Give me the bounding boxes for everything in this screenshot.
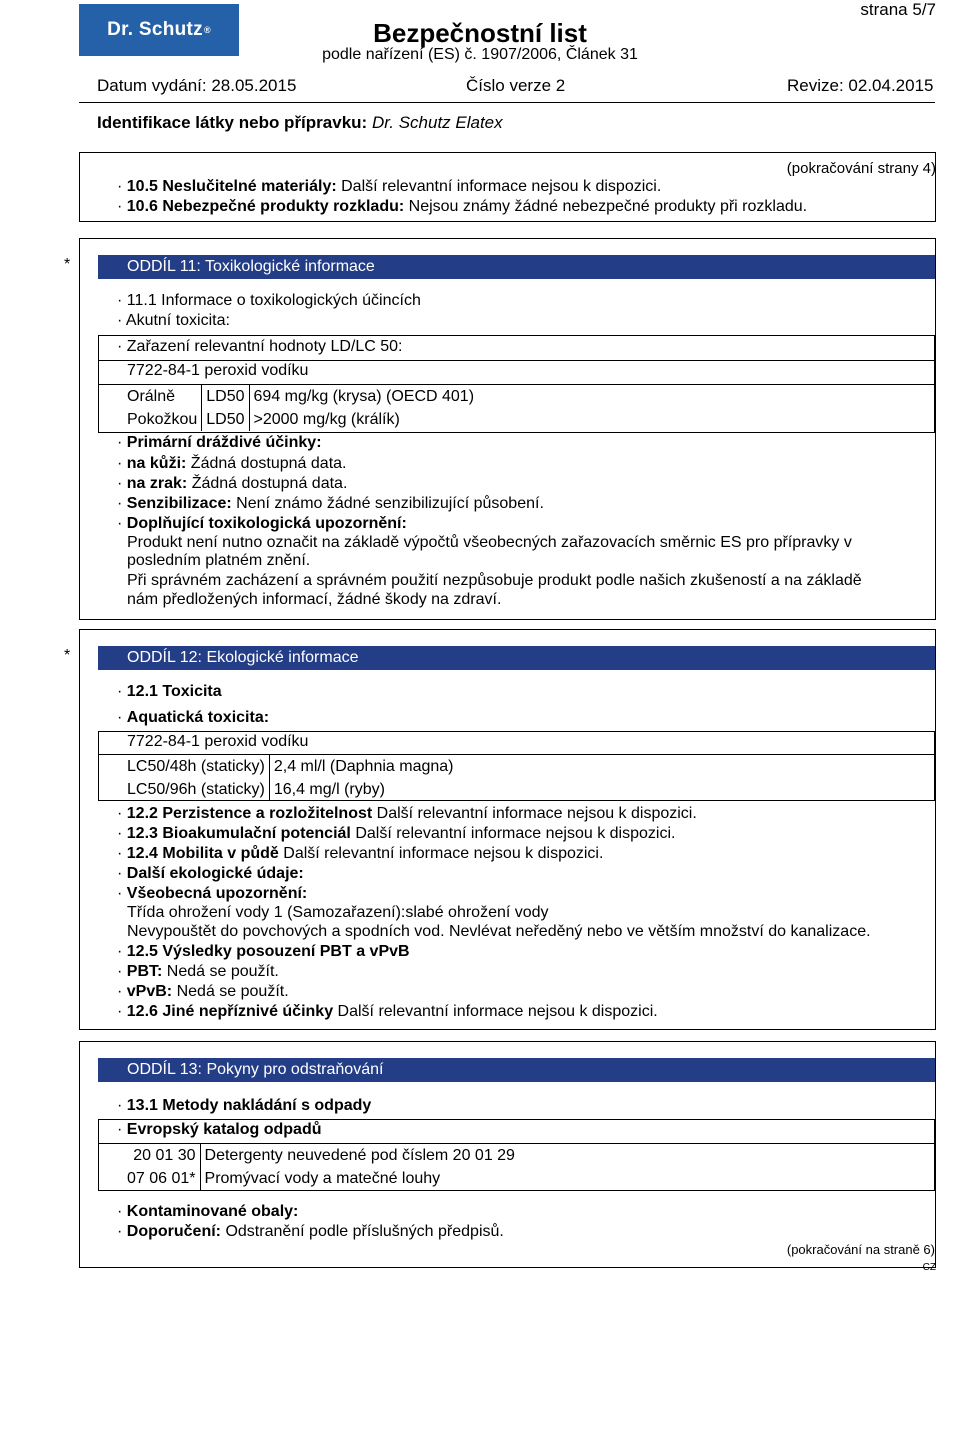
label: na kůži: (126, 455, 187, 472)
further-ecological: · Další ekologické údaje: (117, 865, 304, 882)
logo-registered-mark: ® (203, 25, 211, 35)
ident-value: Dr. Schutz Elatex (371, 113, 503, 132)
language-code: CZ (922, 1262, 936, 1273)
waste-code: 20 01 30 (123, 1144, 200, 1167)
table-row (123, 1144, 519, 1167)
section-11-1: · 11.1 Informace o toxikologických účincích (117, 292, 421, 309)
label: 12.4 Mobilita v půdě (126, 845, 279, 862)
tox-paragraph-1a: Produkt není nutno označit na základě výpočtů všeobecných zařazovacích směrnic ES pro přípravky v (127, 534, 852, 551)
table-divider (98, 360, 935, 361)
label: Všeobecná upozornění: (126, 885, 308, 902)
vpvb: · vPvB: Nedá se použít. (117, 983, 289, 1000)
label: 12.1 Toxicita (126, 683, 222, 700)
table-row (123, 408, 478, 431)
value: Další relevantní informace nejsou k dispozici. (283, 845, 604, 862)
ident-label: Identifikace látky nebo přípravku: (97, 113, 368, 132)
section-12-1: · 12.1 Toxicita (117, 683, 222, 700)
value: 2,4 ml/l (Daphnia magna) (273, 757, 454, 775)
label: 10.5 Neslučitelné materiály: (126, 178, 337, 195)
additional-toxicology: · Doplňující toxikologická upozornění: (117, 515, 407, 532)
label: Další ekologické údaje: (126, 865, 304, 882)
table-row (123, 755, 457, 778)
test: LC50/48h (staticky) (123, 755, 269, 778)
section-13-heading: ODDÍL 13: Pokyny pro odstraňování (98, 1058, 935, 1082)
label: Doplňující toxikologická upozornění: (126, 515, 407, 532)
label: Aquatická toxicita: (126, 709, 270, 726)
substance-name: 7722-84-1 peroxid vodíku (127, 362, 309, 379)
section-12-heading: ODDÍL 12: Ekologické informace (98, 646, 935, 670)
section-12-6: · 12.6 Jiné nepříznivé účinky Další relevantní informace nejsou k dispozici. (117, 1003, 658, 1020)
value: Žádná dostupná data. (191, 475, 348, 492)
value: 694 mg/kg (krysa) (OECD 401) (253, 387, 475, 405)
logo-text: Dr. Schutz (107, 19, 203, 40)
section-11-heading: ODDÍL 11: Toxikologické informace (98, 255, 935, 279)
issue-date: Datum vydání: 28.05.2015 (97, 76, 297, 95)
contaminated-packaging: · Kontaminované obaly: (117, 1203, 299, 1220)
aquatic-toxicity: · Aquatická toxicita: (117, 709, 270, 726)
label: 12.3 Bioakumulační potenciál (126, 825, 351, 842)
section-10-5: · 10.5 Neslučitelné materiály: Další relevantní informace nejsou k dispozici. (117, 178, 662, 195)
waste-description: Detergenty neuvedené pod číslem 20 01 29 (204, 1146, 515, 1164)
pbt: · PBT: Nedá se použít. (117, 963, 279, 980)
tox-paragraph-2a: Při správném zacházení a správném použití nezpůsobuje produkt podle našich zkušeností a na základě (127, 572, 862, 589)
value: Další relevantní informace nejsou k dispozici. (355, 825, 676, 842)
primary-irritation: · Primární dráždivé účinky: (117, 434, 322, 451)
type: LD50 (202, 385, 249, 408)
table-row (123, 385, 478, 408)
label: 11.1 Informace o toxikologických účincích (126, 292, 421, 309)
classification-heading: · Zařazení relevantní hodnoty LD/LC 50: (117, 338, 403, 355)
label: na zrak: (126, 475, 188, 492)
value: Nedá se použít. (176, 983, 289, 1000)
label: 10.6 Nebezpečné produkty rozkladu: (126, 198, 405, 215)
change-marker: * (64, 256, 71, 273)
continuation-from: (pokračování strany 4) (786, 160, 936, 177)
ld50-table (123, 385, 478, 431)
recommendation: · Doporučení: Odstranění podle příslušných předpisů. (117, 1223, 504, 1240)
section-12-2: · 12.2 Perzistence a rozložitelnost Další relevantní informace nejsou k dispozici. (117, 805, 697, 822)
section-12-3: · 12.3 Bioakumulační potenciál Další relevantní informace nejsou k dispozici. (117, 825, 676, 842)
water-hazard-class: Třída ohrožení vody 1 (Samozařazení):slabé ohrožení vody (127, 904, 549, 921)
table-row (123, 1167, 519, 1190)
value: Žádná dostupná data. (190, 455, 347, 472)
section-13-1: · 13.1 Metody nakládání s odpady (117, 1097, 372, 1114)
revision-date: Revize: 02.04.2015 (787, 76, 934, 95)
document-title: Bezpečnostní list (373, 18, 587, 48)
product-identification (97, 113, 503, 133)
value: Není známo žádné senzibilizující působení. (236, 495, 544, 512)
route: Pokožkou (123, 408, 202, 431)
route: Orálně (123, 385, 202, 408)
value: Další relevantní informace nejsou k dispozici. (376, 805, 697, 822)
section-10-6: · 10.6 Nebezpečné produkty rozkladu: Nejsou známy žádné nebezpečné produkty při rozkladu. (117, 198, 808, 215)
label: Kontaminované obaly: (126, 1203, 299, 1220)
label: Doporučení: (126, 1223, 221, 1240)
tox-paragraph-1b: posledním platném znění. (127, 552, 311, 569)
disposal-warning: Nevypouštět do povchových a spodních vod. Nevlévat neředěný nebo ve větším množství do kanalizace. (127, 923, 871, 940)
value: Odstranění podle příslušných předpisů. (225, 1223, 504, 1240)
page-number: strana 5/7 (860, 0, 936, 19)
label: vPvB: (126, 983, 173, 1000)
label: 12.5 Výsledky posouzení PBT a vPvB (126, 943, 410, 960)
waste-catalog-table (123, 1144, 519, 1190)
table-row (123, 778, 457, 801)
continuation-to: (pokračování na straně 6) (786, 1242, 935, 1257)
type: LD50 (202, 408, 249, 431)
waste-catalog-heading: · Evropský katalog odpadů (117, 1121, 322, 1138)
substance-name: 7722-84-1 peroxid vodíku (127, 733, 309, 750)
section-12-5: · 12.5 Výsledky posouzení PBT a vPvB (117, 943, 410, 960)
section-12-4: · 12.4 Mobilita v půdě Další relevantní informace nejsou k dispozici. (117, 845, 604, 862)
header-divider (79, 102, 935, 103)
document-subtitle: podle nařízení (ES) č. 1907/2006, Článek 31 (322, 46, 638, 63)
skin-irritation: · na kůži: Žádná dostupná data. (117, 455, 347, 472)
label: PBT: (126, 963, 163, 980)
change-marker: * (64, 647, 71, 664)
value: 16,4 mg/l (ryby) (273, 780, 385, 798)
value: >2000 mg/kg (králík) (253, 410, 400, 428)
version-number: Číslo verze 2 (466, 76, 566, 95)
label: 12.6 Jiné nepříznivé účinky (126, 1003, 334, 1020)
value: Nedá se použít. (166, 963, 279, 980)
label: Evropský katalog odpadů (126, 1121, 322, 1138)
label: Primární dráždivé účinky: (126, 434, 322, 451)
label: Senzibilizace: (126, 495, 232, 512)
label: Akutní toxicita: (125, 312, 230, 329)
value: Další relevantní informace nejsou k dispozici. (337, 1003, 658, 1020)
value: Nejsou známy žádné nebezpečné produkty při rozkladu. (408, 198, 808, 215)
general-notes: · Všeobecná upozornění: (117, 885, 308, 902)
sensitisation: · Senzibilizace: Není známo žádné senzibilizující působení. (117, 495, 544, 512)
value: Další relevantní informace nejsou k dispozici. (341, 178, 662, 195)
eye-irritation: · na zrak: Žádná dostupná data. (117, 475, 348, 492)
tox-paragraph-2b: nám předložených informací, žádné škody na zdraví. (127, 591, 502, 608)
label: 12.2 Perzistence a rozložitelnost (126, 805, 373, 822)
aquatic-table (123, 755, 457, 801)
label: Zařazení relevantní hodnoty LD/LC 50: (126, 338, 403, 355)
acute-toxicity: · Akutní toxicita: (117, 312, 230, 329)
test: LC50/96h (staticky) (123, 778, 269, 801)
label: 13.1 Metody nakládání s odpady (126, 1097, 372, 1114)
waste-description: Promývací vody a matečné louhy (204, 1169, 441, 1187)
waste-code: 07 06 01* (123, 1167, 200, 1190)
